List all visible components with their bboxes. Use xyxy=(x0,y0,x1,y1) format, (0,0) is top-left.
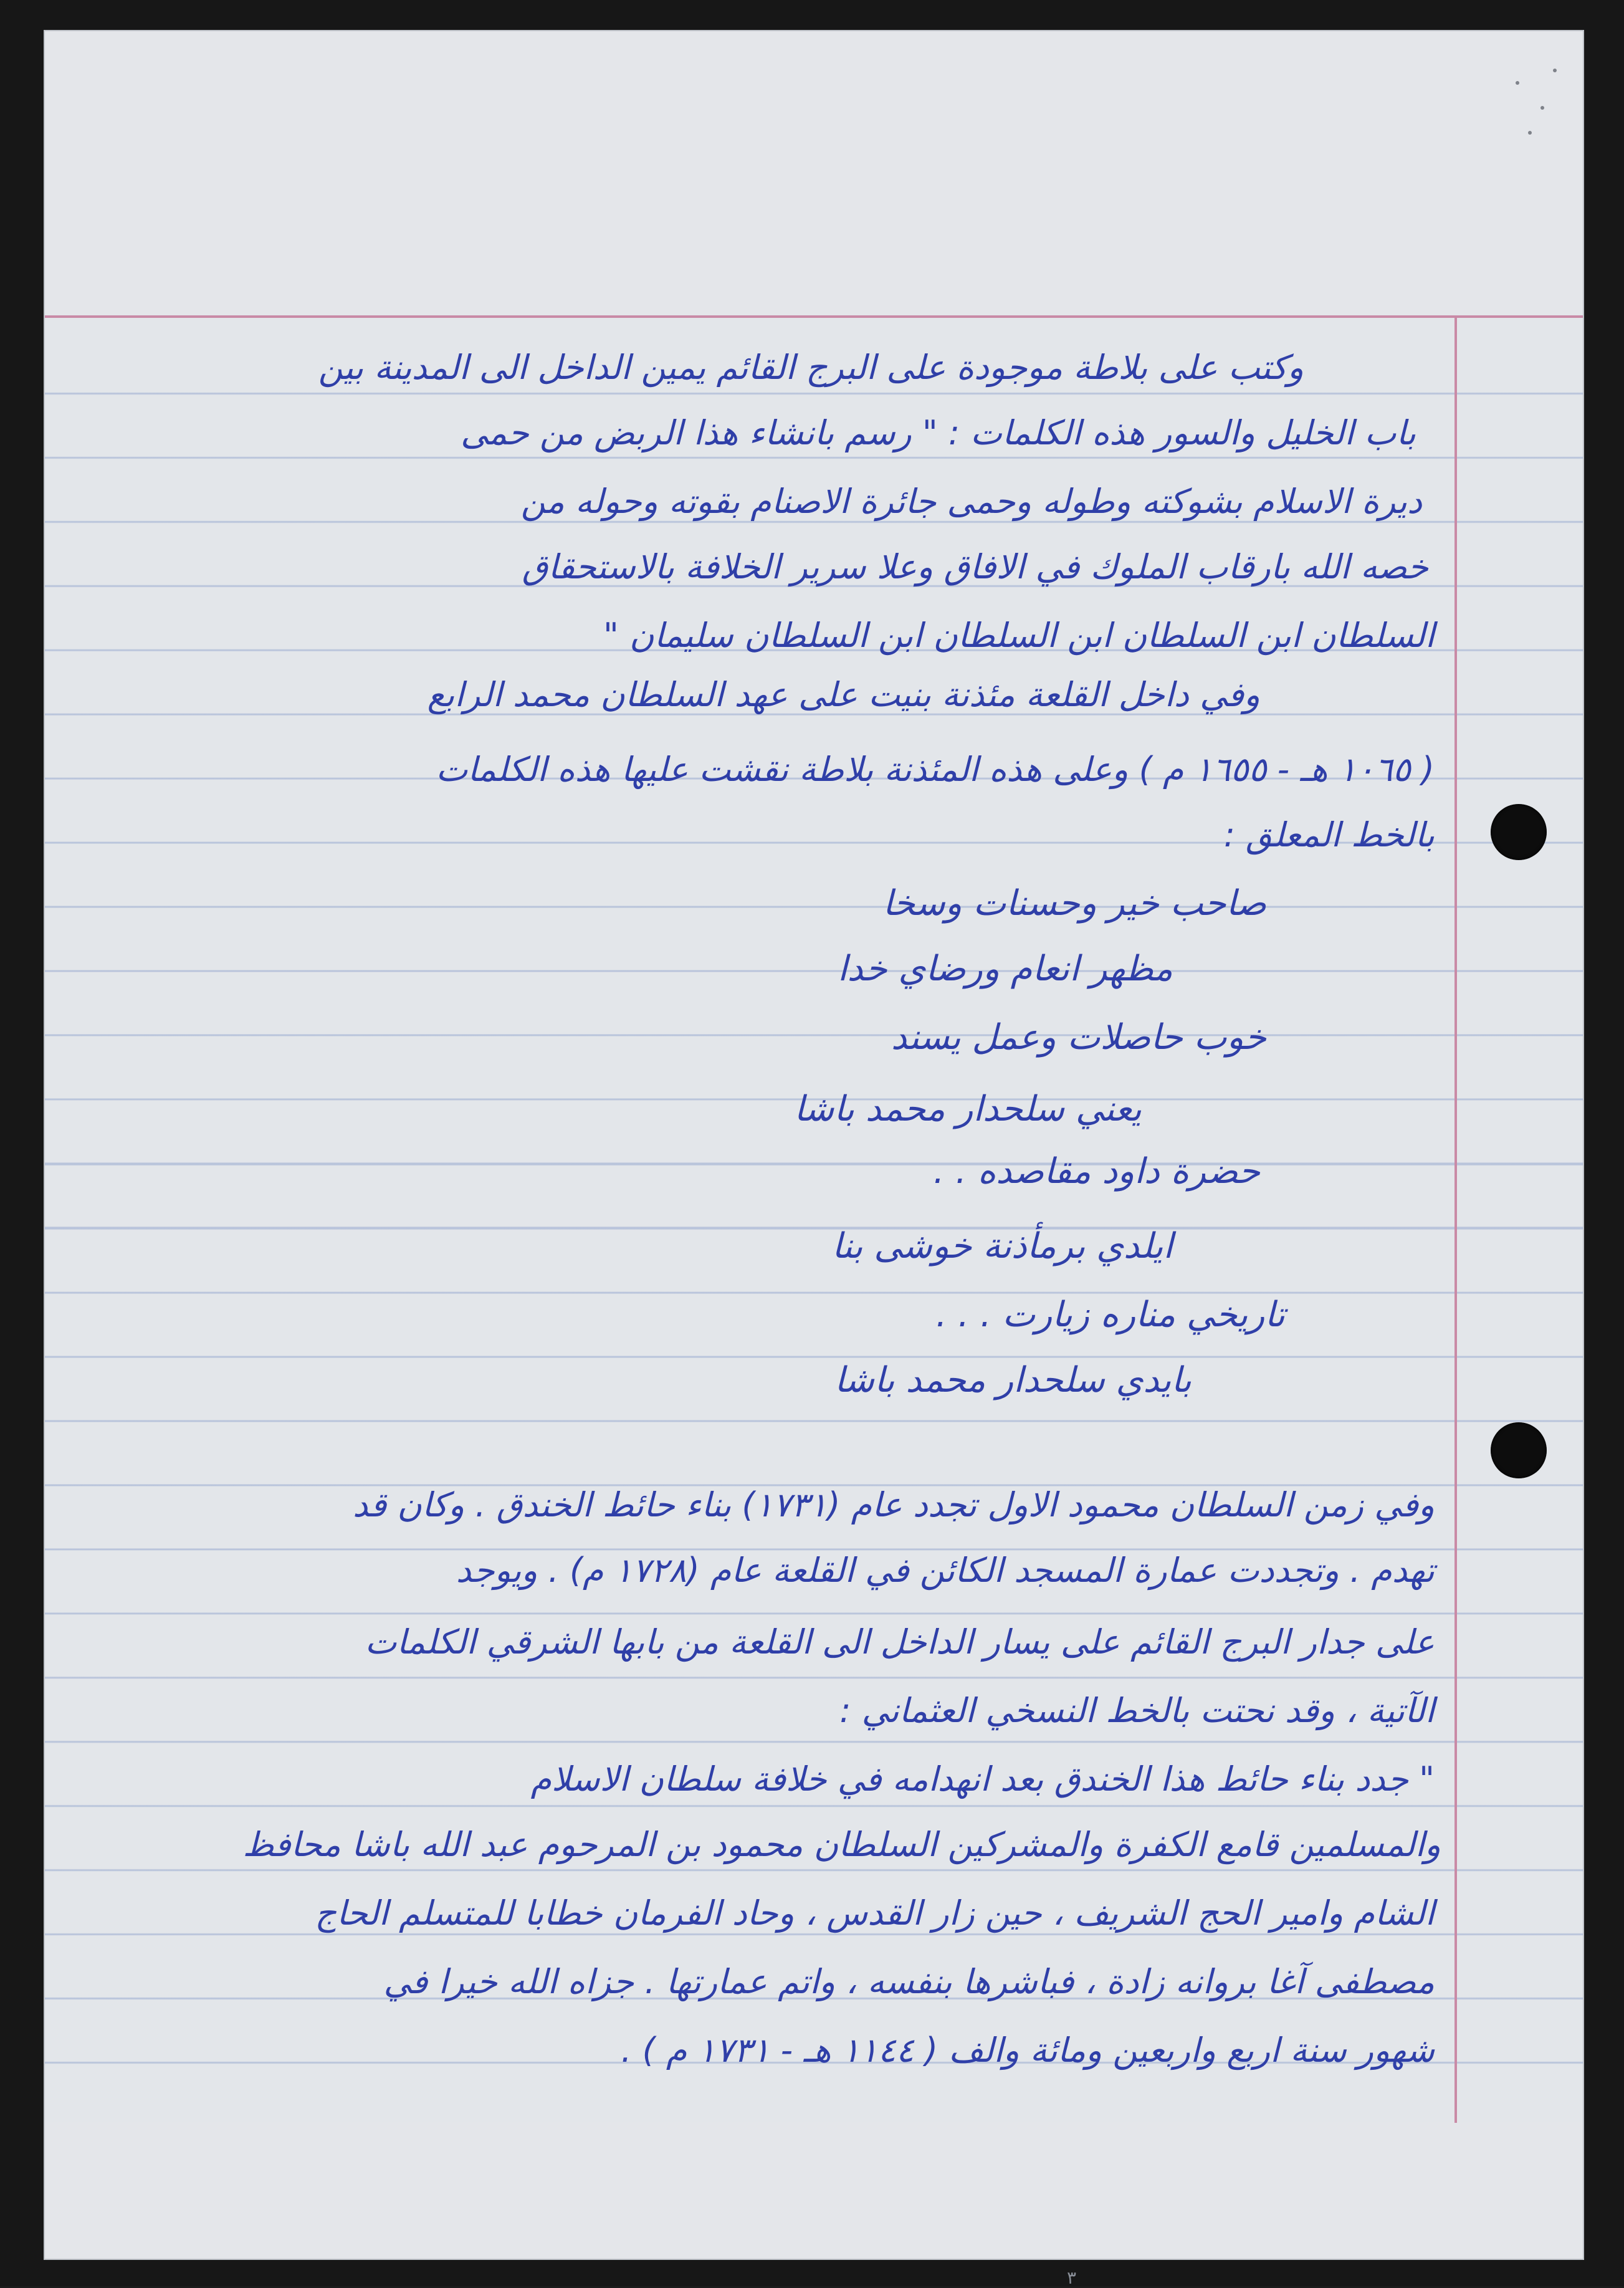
text-line: وفي زمن السلطان محمود الاول تجدد عام (١٧٣١) بناء حائط الخندق . وكان قد xyxy=(352,1485,1435,1525)
text-line: تهدم . وتجددت عمارة المسجد الكائن في القلعة عام (١٧٢٨ م) . ويوجد xyxy=(456,1551,1435,1590)
text-line: على جدار البرج القائم على يسار الداخل الى القلعة من بابها الشرقي الكلمات xyxy=(365,1622,1435,1662)
text-line: مصطفى آغا بروانه زادة ، فباشرها بنفسه ، واتم عمارتها . جزاه الله خيرا في xyxy=(383,1962,1435,2001)
verse-line: ايلدي برمأذنة خوشى بنا xyxy=(831,1226,1173,1266)
verse-line: يعني سلحدار محمد باشا xyxy=(794,1089,1142,1129)
text-line: ديرة الاسلام بشوكته وطوله وحمى جائرة الاصنام بقوته وحوله من xyxy=(520,482,1422,521)
punch-hole xyxy=(1491,1422,1547,1478)
text-line: الآتية ، وقد نحتت بالخط النسخي العثماني : xyxy=(839,1691,1435,1730)
paper-speck xyxy=(1516,81,1519,85)
text-line: السلطان ابن السلطان ابن السلطان ابن السلطان سليمان " xyxy=(603,616,1435,655)
handwritten-text xyxy=(95,31,1441,2088)
page-bottom-margin xyxy=(45,2122,1583,2259)
text-line: ( ١٠٦٥ هـ - ١٦٥٥ م ) وعلى هذه المئذنة بلاطة نقشت عليها هذه الكلمات xyxy=(436,750,1435,789)
text-line: الشام وامير الحج الشريف ، حين زار القدس ، وحاد الفرمان خطابا للمتسلم الحاج xyxy=(315,1893,1435,1933)
verse-line: بايدي سلحدار محمد باشا xyxy=(834,1360,1192,1400)
notebook-page xyxy=(44,30,1584,2288)
verse-line: حضرة داود مقاصده . . xyxy=(933,1151,1260,1192)
paper-speck xyxy=(1540,106,1544,110)
text-line: وكتب على بلاطة موجودة على البرج القائم يمين الداخل الى المدينة بين xyxy=(318,348,1304,387)
paper-speck xyxy=(1553,69,1557,72)
paper-speck xyxy=(1528,131,1532,135)
verse-line: خوب حاصلات وعمل يسند xyxy=(891,1017,1266,1058)
page-number: ٣ xyxy=(1067,2267,1077,2288)
punch-hole xyxy=(1491,804,1547,860)
text-line: شهور سنة اربع واربعين ومائة والف ( ١١٤٤ هـ - ١٧٣١ م ) . xyxy=(621,2031,1435,2070)
text-line: باب الخليل والسور هذه الكلمات : " رسم بانشاء هذا الربض من حمى xyxy=(461,413,1416,452)
text-line: " جدد بناء حائط هذا الخندق بعد انهدامه في خلافة سلطان الاسلام xyxy=(530,1759,1435,1799)
verse-line: مظهر انعام ورضاي خدا xyxy=(837,949,1173,989)
verse-line: صاحب خير وحسنات وسخا xyxy=(882,883,1266,924)
text-line: والمسلمين قامع الكفرة والمشركين السلطان محمود بن المرحوم عبد الله باشا محافظ xyxy=(242,1825,1441,1864)
verse-line: تاريخي مناره زيارت . . . xyxy=(935,1295,1285,1335)
text-line: خصه الله بارقاب الملوك في الافاق وعلا سرير الخلافة بالاستحقاق xyxy=(522,547,1428,586)
text-line: بالخط المعلق : xyxy=(1223,815,1435,854)
text-line: وفي داخل القلعة مئذنة بنيت على عهد السلطان محمد الرابع xyxy=(427,675,1260,714)
margin-rule-line xyxy=(1454,315,1457,2123)
